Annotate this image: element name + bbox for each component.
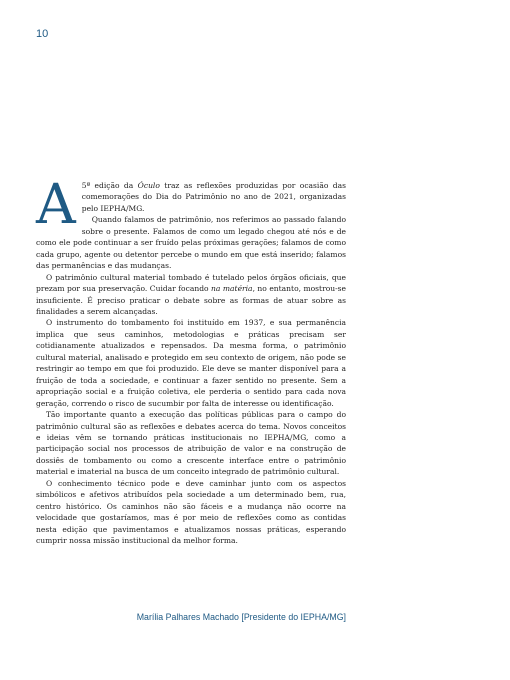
paragraph (36, 317, 346, 409)
paragraph (36, 214, 346, 271)
drop-cap: A (36, 172, 76, 236)
text-run: O conhecimento técnico pode e deve caminhar junto com os aspectos simbólicos e afetivos atribuídos pela sociedade a um determinado bem, rua, centro histórico. Os caminhos não são fáceis e a mudança não ocorre na velocidade que gostaríamos, mas é por meio de reflexões como as contidas nesta edição que pavimentamos e atualizamos nossas práticas, esperando cumprir nossa missão institucional da melhor forma. (36, 478, 346, 546)
editorial-text (36, 172, 346, 547)
paragraph (36, 272, 346, 318)
text-run: Quando falamos de patrimônio, nos referimos ao passado falando sobre o presente. Falamos de como um legado chegou até nós e de como ele pode continuar a ser fruído pelas próximas gerações; falamos de como cada grupo, agente ou detentor percebe o mundo em que está inserido; falamos das permanências e das mudanças. (36, 215, 346, 271)
italic-text: na matéria (211, 284, 253, 294)
text-run: O instrumento do tombamento foi instituído em 1937, e sua permanência implica que seus caminhos, metodologias e práticas precisam ser cotidianamente atualizados e repensados. Da mesma forma, o patrimônio cultural material, analisado e protegido em seu contexto de origem, não pode se restringir ao tempo em que foi produzido. Ele deve se manter disponível para a fruição de toda a sociedade, e continuar a fazer sentido no presente. Sem a apropriação social e a fruição coletiva, ele perderia o sentido para cada nova geração, correndo o risco de sucumbir por falta de interesse ou identificação. (36, 318, 346, 408)
paragraph (36, 180, 346, 214)
text-run: O patrimônio cultural material tombado é tutelado pelos órgãos oficiais, que prezam por sua preservação. Cuidar focando (36, 272, 346, 294)
text-run: traz as reflexões produzidas por ocasião das comemorações do Dia do Patrimônio no ano de 2021, organizadas pelo IEPHA/MG. (81, 181, 346, 213)
paragraph-list (36, 172, 346, 547)
paragraph (36, 409, 346, 478)
page-number: 10 (36, 28, 49, 40)
text-run: Tão importante quanto a execução das políticas públicas para o campo do patrimônio cultural são as reflexões e debates acerca do tema. Novos conceitos e ideias vêm se tornando práticas institucionais no IEPHA/MG, como a participação social nos processos de atribuição de valor e na construção de dossiês de tombamento ou como a crescente interface entre o patrimônio material e imaterial na busca de um conceito integrado de patrimônio cultural. (36, 410, 346, 477)
paragraph (36, 478, 346, 547)
italic-text: Óculo (137, 181, 160, 190)
text-run: , no entanto, mostrou-se insuficiente. É preciso praticar o debate sobre as formas de atuar sobre as finalidades a serem alcançadas. (36, 284, 346, 316)
signature: Marília Palhares Machado [Presidente do IEPHA/MG] (136, 612, 346, 622)
text-run: 5ª edição da (81, 181, 138, 190)
